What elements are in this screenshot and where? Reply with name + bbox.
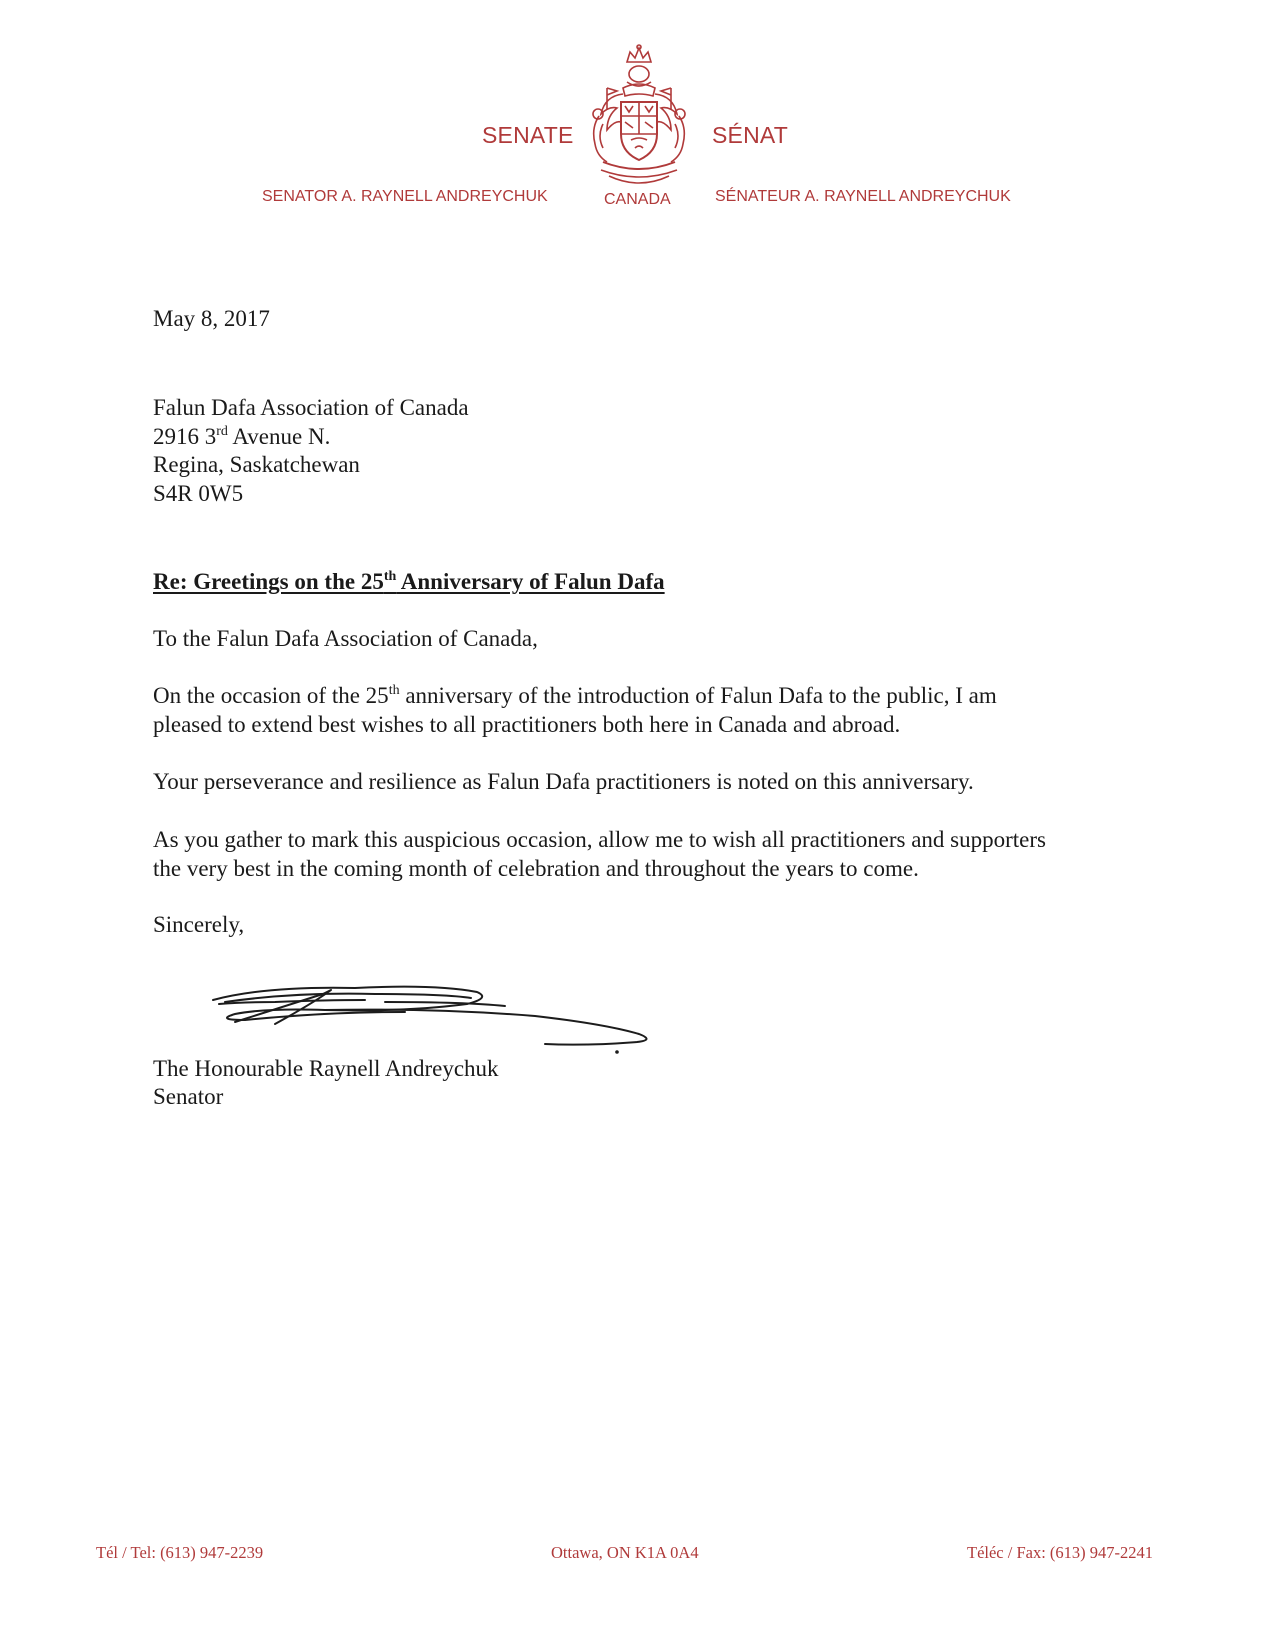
paragraph-3 bbox=[153, 826, 1046, 883]
signatory-title: Senator bbox=[153, 1084, 224, 1109]
salutation: To the Falun Dafa Association of Canada, bbox=[153, 626, 538, 651]
subject-line bbox=[153, 568, 665, 597]
para1-ordinal: th bbox=[388, 683, 400, 698]
recipient-line-3: Regina, Saskatchewan bbox=[153, 452, 360, 477]
paragraph-1 bbox=[153, 682, 997, 739]
senate-heading-en: SENATE bbox=[482, 122, 574, 148]
recipient-line-1: Falun Dafa Association of Canada bbox=[153, 395, 469, 420]
paragraph-1-line-2: pleased to extend best wishes to all practitioners both here in Canada and abroad. bbox=[153, 711, 901, 737]
paragraph-3-line-1: As you gather to mark this auspicious occasion, allow me to wish all practitioners and supporters bbox=[153, 827, 1046, 852]
subject-ordinal: th bbox=[383, 569, 397, 584]
letter-date: May 8, 2017 bbox=[153, 306, 270, 331]
handwritten-signature bbox=[205, 972, 675, 1054]
coat-of-arms-icon bbox=[583, 44, 695, 190]
paragraph-3-line-2: the very best in the coming month of celebration and throughout the years to come. bbox=[153, 855, 919, 881]
subject-post: Anniversary of Falun Dafa bbox=[396, 569, 665, 594]
footer-fax: Téléc / Fax: (613) 947-2241 bbox=[967, 1543, 1154, 1562]
footer-telephone: Tél / Tel: (613) 947-2239 bbox=[96, 1543, 264, 1562]
recipient-line-4: S4R 0W5 bbox=[153, 480, 244, 506]
paragraph-1-line-1 bbox=[153, 682, 997, 711]
paragraph-2: Your perseverance and resilience as Falun Dafa practitioners is noted on this anniversary. bbox=[153, 769, 974, 794]
street-number: 2916 3 bbox=[153, 423, 217, 449]
closing: Sincerely, bbox=[153, 912, 245, 937]
subject-pre: Re: Greetings on the 25 bbox=[153, 569, 384, 594]
street-name: Avenue N. bbox=[227, 423, 331, 449]
para1-post: anniversary of the introduction of Falun Dafa to the public, I am bbox=[399, 683, 997, 708]
street-ordinal: rd bbox=[216, 423, 228, 439]
country-label: CANADA bbox=[604, 191, 671, 208]
senate-heading-fr: SÉNAT bbox=[712, 122, 788, 148]
para1-pre: On the occasion of the 25 bbox=[153, 683, 389, 708]
senator-name-en: SENATOR A. RAYNELL ANDREYCHUK bbox=[262, 188, 548, 205]
senator-name-fr: SÉNATEUR A. RAYNELL ANDREYCHUK bbox=[715, 188, 1011, 205]
recipient-address bbox=[153, 394, 469, 508]
signatory-name: The Honourable Raynell Andreychuk bbox=[153, 1056, 499, 1081]
footer-address: Ottawa, ON K1A 0A4 bbox=[551, 1543, 699, 1562]
recipient-line-2 bbox=[153, 423, 469, 452]
